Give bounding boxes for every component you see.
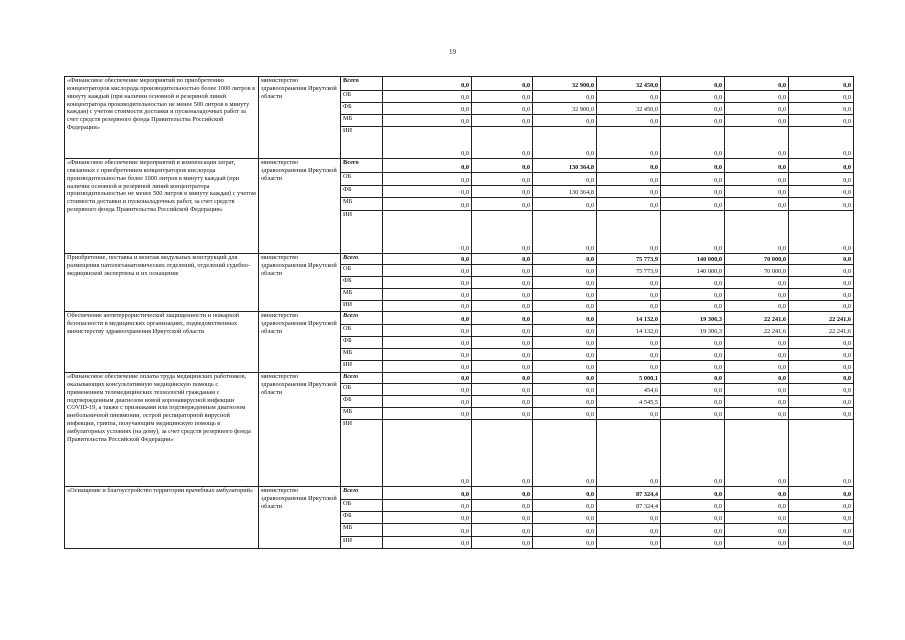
amount-cell: 0,0 <box>472 289 533 301</box>
amount-cell: 19 306,3 <box>661 325 725 337</box>
funding-source: Всего <box>341 373 383 384</box>
amount-cell: 0,0 <box>472 91 533 103</box>
amount-cell: 0,0 <box>597 337 661 349</box>
amount-cell: 0,0 <box>533 408 597 420</box>
amount-cell: 130 364,8 <box>533 159 597 173</box>
amount-cell: 0,0 <box>472 349 533 361</box>
funding-source: МБ <box>341 289 383 301</box>
amount-cell: 0,0 <box>789 512 854 524</box>
amount-cell: 0,0 <box>533 337 597 349</box>
amount-cell: 0,0 <box>789 487 854 500</box>
amount-cell: 0,0 <box>725 173 789 186</box>
funding-source: ОБ <box>341 265 383 277</box>
amount-cell: 0,0 <box>661 337 725 349</box>
measure-description: «Оснащение и благоустройство территории врачебных амбулаторий» <box>65 487 259 549</box>
amount-cell: 0,0 <box>533 524 597 537</box>
amount-cell: 0,0 <box>472 277 533 289</box>
amount-cell: 0,0 <box>725 127 789 159</box>
amount-cell: 0,0 <box>789 337 854 349</box>
amount-cell: 0,0 <box>789 301 854 312</box>
amount-cell: 0,0 <box>789 77 854 91</box>
amount-cell: 0,0 <box>661 500 725 512</box>
amount-cell: 0,0 <box>597 289 661 301</box>
amount-cell: 0,0 <box>472 173 533 186</box>
funding-source: Всего <box>341 159 383 173</box>
amount-cell: 0,0 <box>725 186 789 198</box>
amount-cell: 0,0 <box>661 361 725 373</box>
amount-cell: 0,0 <box>789 91 854 103</box>
amount-cell: 0,0 <box>383 91 472 103</box>
amount-cell: 0,0 <box>383 325 472 337</box>
amount-cell: 0,0 <box>789 524 854 537</box>
amount-cell: 0,0 <box>383 211 472 254</box>
amount-cell: 0,0 <box>472 420 533 487</box>
table-row <box>65 77 854 91</box>
amount-cell: 0,0 <box>789 127 854 159</box>
amount-cell: 0,0 <box>789 115 854 127</box>
amount-cell: 0,0 <box>725 420 789 487</box>
responsible-organization: министерство здравоохранения Иркутской области <box>259 487 341 549</box>
amount-cell: 0,0 <box>533 312 597 325</box>
amount-cell: 0,0 <box>661 537 725 549</box>
amount-cell: 75 773,9 <box>597 265 661 277</box>
amount-cell: 22 241,6 <box>789 312 854 325</box>
amount-cell: 0,0 <box>533 373 597 384</box>
amount-cell: 0,0 <box>725 408 789 420</box>
table-row <box>65 159 854 173</box>
amount-cell: 0,0 <box>725 77 789 91</box>
amount-cell: 14 132,0 <box>597 312 661 325</box>
amount-cell: 0,0 <box>472 537 533 549</box>
amount-cell: 0,0 <box>597 159 661 173</box>
amount-cell: 0,0 <box>472 186 533 198</box>
amount-cell: 32 450,0 <box>597 103 661 115</box>
amount-cell: 0,0 <box>383 312 472 325</box>
amount-cell: 0,0 <box>789 265 854 277</box>
funding-source: ФБ <box>341 396 383 408</box>
amount-cell: 0,0 <box>472 325 533 337</box>
amount-cell: 0,0 <box>789 254 854 265</box>
amount-cell: 0,0 <box>383 77 472 91</box>
amount-cell: 0,0 <box>597 512 661 524</box>
amount-cell: 0,0 <box>533 91 597 103</box>
amount-cell: 0,0 <box>533 115 597 127</box>
amount-cell: 0,0 <box>383 396 472 408</box>
amount-cell: 0,0 <box>597 361 661 373</box>
amount-cell: 0,0 <box>472 301 533 312</box>
amount-cell: 0,0 <box>472 103 533 115</box>
funding-source: ОБ <box>341 500 383 512</box>
amount-cell: 0,0 <box>472 361 533 373</box>
amount-cell: 0,0 <box>789 408 854 420</box>
amount-cell: 0,0 <box>725 337 789 349</box>
responsible-organization: министерство здравоохранения Иркутской области <box>259 373 341 487</box>
funding-source: ИИ <box>341 537 383 549</box>
amount-cell: 0,0 <box>533 289 597 301</box>
amount-cell: 0,0 <box>661 373 725 384</box>
amount-cell: 0,0 <box>597 173 661 186</box>
amount-cell: 0,0 <box>789 361 854 373</box>
amount-cell: 0,0 <box>597 301 661 312</box>
amount-cell: 0,0 <box>597 127 661 159</box>
amount-cell: 0,0 <box>725 198 789 211</box>
amount-cell: 0,0 <box>472 211 533 254</box>
amount-cell: 0,0 <box>661 512 725 524</box>
amount-cell: 0,0 <box>725 289 789 301</box>
amount-cell: 0,0 <box>661 159 725 173</box>
amount-cell: 0,0 <box>661 301 725 312</box>
amount-cell: 0,0 <box>661 91 725 103</box>
amount-cell: 22 241,6 <box>725 325 789 337</box>
amount-cell: 0,0 <box>725 396 789 408</box>
amount-cell: 0,0 <box>533 265 597 277</box>
amount-cell: 0,0 <box>472 254 533 265</box>
amount-cell: 130 364,8 <box>533 186 597 198</box>
funding-source: Всего <box>341 77 383 91</box>
amount-cell: 0,0 <box>725 115 789 127</box>
table-row <box>65 373 854 384</box>
amount-cell: 0,0 <box>661 277 725 289</box>
amount-cell: 0,0 <box>533 361 597 373</box>
amount-cell: 0,0 <box>789 396 854 408</box>
amount-cell: 0,0 <box>472 115 533 127</box>
measure-description: Обеспечение антитеррористической защищенности и пожарной безопасности в медицинских организациях, подведомственных министерству здравоохранения Иркутской области <box>65 312 259 373</box>
table-row <box>65 487 854 500</box>
funding-source: ФБ <box>341 186 383 198</box>
amount-cell: 0,0 <box>725 103 789 115</box>
funding-source: МБ <box>341 408 383 420</box>
responsible-organization: министерство здравоохранения Иркутской области <box>259 254 341 312</box>
amount-cell: 0,0 <box>533 254 597 265</box>
amount-cell: 0,0 <box>661 173 725 186</box>
amount-cell: 0,0 <box>383 512 472 524</box>
amount-cell: 0,0 <box>789 211 854 254</box>
amount-cell: 0,0 <box>725 159 789 173</box>
amount-cell: 0,0 <box>789 277 854 289</box>
amount-cell: 0,0 <box>597 349 661 361</box>
amount-cell: 0,0 <box>597 115 661 127</box>
amount-cell: 0,0 <box>472 500 533 512</box>
amount-cell: 0,0 <box>383 127 472 159</box>
amount-cell: 0,0 <box>383 198 472 211</box>
amount-cell: 0,0 <box>597 524 661 537</box>
measure-description: «Финансовое обеспечение мероприятий и компенсация затрат, связанных с приобретением концентраторов кислорода производительностью более 1000 литров в минуту каждый (при наличии основной и резервной линий концентратора производительностью не менее 500 литров в минуту каждая) с учетом стоимости доставки и пусконаладочных работ, за счет средств резервного фонда Правительства Российской Федерации» <box>65 159 259 254</box>
amount-cell: 0,0 <box>725 277 789 289</box>
amount-cell: 0,0 <box>661 396 725 408</box>
amount-cell: 0,0 <box>789 420 854 487</box>
amount-cell: 0,0 <box>383 289 472 301</box>
amount-cell: 0,0 <box>597 91 661 103</box>
amount-cell: 0,0 <box>383 103 472 115</box>
funding-source: Всего <box>341 312 383 325</box>
funding-source: ФБ <box>341 277 383 289</box>
funding-source: МБ <box>341 524 383 537</box>
amount-cell: 0,0 <box>661 349 725 361</box>
amount-cell: 0,0 <box>597 537 661 549</box>
amount-cell: 0,0 <box>383 384 472 396</box>
amount-cell: 0,0 <box>725 487 789 500</box>
amount-cell: 0,0 <box>533 127 597 159</box>
amount-cell: 0,0 <box>597 198 661 211</box>
amount-cell: 0,0 <box>383 524 472 537</box>
amount-cell: 0,0 <box>383 349 472 361</box>
funding-source: МБ <box>341 349 383 361</box>
amount-cell: 0,0 <box>789 103 854 115</box>
amount-cell: 75 773,9 <box>597 254 661 265</box>
amount-cell: 0,0 <box>383 159 472 173</box>
amount-cell: 14 132,0 <box>597 325 661 337</box>
funding-source: ИИ <box>341 211 383 254</box>
measure-description: Приобретение, поставка и монтаж модульных конструкций для размещения патологоанатомических отделений, отделений судебно-медицинской экспертизы и их оснащение <box>65 254 259 312</box>
amount-cell: 0,0 <box>661 420 725 487</box>
funding-source: ИИ <box>341 127 383 159</box>
amount-cell: 0,0 <box>661 408 725 420</box>
amount-cell: 0,0 <box>789 159 854 173</box>
responsible-organization: министерство здравоохранения Иркутской области <box>259 159 341 254</box>
amount-cell: 0,0 <box>472 408 533 420</box>
amount-cell: 0,0 <box>383 373 472 384</box>
amount-cell: 0,0 <box>661 115 725 127</box>
amount-cell: 0,0 <box>533 420 597 487</box>
funding-source: ОБ <box>341 384 383 396</box>
amount-cell: 0,0 <box>725 537 789 549</box>
amount-cell: 0,0 <box>597 420 661 487</box>
amount-cell: 0,0 <box>789 500 854 512</box>
amount-cell: 0,0 <box>472 77 533 91</box>
amount-cell: 0,0 <box>725 211 789 254</box>
amount-cell: 0,0 <box>725 384 789 396</box>
amount-cell: 0,0 <box>725 512 789 524</box>
amount-cell: 0,0 <box>383 186 472 198</box>
funding-source: ИИ <box>341 420 383 487</box>
amount-cell: 0,0 <box>789 186 854 198</box>
amount-cell: 0,0 <box>383 420 472 487</box>
amount-cell: 0,0 <box>789 537 854 549</box>
amount-cell: 0,0 <box>661 289 725 301</box>
amount-cell: 0,0 <box>383 537 472 549</box>
responsible-organization: министерство здравоохранения Иркутской области <box>259 77 341 159</box>
amount-cell: 0,0 <box>597 211 661 254</box>
funding-source: ФБ <box>341 512 383 524</box>
amount-cell: 0,0 <box>789 384 854 396</box>
amount-cell: 22 241,6 <box>789 325 854 337</box>
amount-cell: 0,0 <box>661 524 725 537</box>
funding-source: ФБ <box>341 103 383 115</box>
amount-cell: 0,0 <box>383 500 472 512</box>
amount-cell: 0,0 <box>533 384 597 396</box>
funding-source: Всего <box>341 487 383 500</box>
amount-cell: 0,0 <box>597 186 661 198</box>
table-row <box>65 254 854 265</box>
amount-cell: 0,0 <box>472 198 533 211</box>
amount-cell: 0,0 <box>533 301 597 312</box>
amount-cell: 0,0 <box>472 312 533 325</box>
amount-cell: 0,0 <box>472 512 533 524</box>
amount-cell: 0,0 <box>472 337 533 349</box>
amount-cell: 0,0 <box>789 373 854 384</box>
amount-cell: 0,0 <box>472 265 533 277</box>
amount-cell: 0,0 <box>533 396 597 408</box>
amount-cell: 87 324,4 <box>597 500 661 512</box>
amount-cell: 0,0 <box>661 198 725 211</box>
amount-cell: 0,0 <box>789 198 854 211</box>
amount-cell: 0,0 <box>472 373 533 384</box>
amount-cell: 0,0 <box>472 396 533 408</box>
funding-source: ОБ <box>341 91 383 103</box>
amount-cell: 32 450,0 <box>597 77 661 91</box>
amount-cell: 140 000,0 <box>661 254 725 265</box>
amount-cell: 32 900,0 <box>533 77 597 91</box>
amount-cell: 0,0 <box>725 349 789 361</box>
funding-source: Всего <box>341 254 383 265</box>
amount-cell: 0,0 <box>661 211 725 254</box>
funding-source: ОБ <box>341 325 383 337</box>
amount-cell: 0,0 <box>533 500 597 512</box>
amount-cell: 0,0 <box>725 373 789 384</box>
amount-cell: 19 306,3 <box>661 312 725 325</box>
measure-description: «Финансовое обеспечение мероприятий по приобретению концентраторов кислорода производительностью более 1000 литров в минуту каждый (при наличии основной и резервной линий концентратора производительностью не менее 500 литров в минуту каждая) с учетом стоимости доставки и пусконаладочных работ за счет средств резервного фонда Правительства Российской Федерации» <box>65 77 259 159</box>
amount-cell: 0,0 <box>661 77 725 91</box>
funding-source: МБ <box>341 115 383 127</box>
amount-cell: 0,0 <box>725 301 789 312</box>
amount-cell: 0,0 <box>383 277 472 289</box>
responsible-organization: министерство здравоохранения Иркутской области <box>259 312 341 373</box>
amount-cell: 0,0 <box>383 487 472 500</box>
amount-cell: 0,0 <box>472 487 533 500</box>
amount-cell: 0,0 <box>597 277 661 289</box>
funding-source: ФБ <box>341 337 383 349</box>
amount-cell: 0,0 <box>383 254 472 265</box>
amount-cell: 0,0 <box>725 524 789 537</box>
amount-cell: 0,0 <box>533 173 597 186</box>
amount-cell: 87 324,4 <box>597 487 661 500</box>
amount-cell: 0,0 <box>789 349 854 361</box>
amount-cell: 0,0 <box>383 408 472 420</box>
amount-cell: 0,0 <box>383 173 472 186</box>
amount-cell: 5 000,1 <box>597 373 661 384</box>
amount-cell: 0,0 <box>472 524 533 537</box>
funding-table <box>64 76 854 549</box>
amount-cell: 0,0 <box>789 289 854 301</box>
amount-cell: 0,0 <box>661 186 725 198</box>
amount-cell: 0,0 <box>472 127 533 159</box>
amount-cell: 454,6 <box>597 384 661 396</box>
amount-cell: 32 900,0 <box>533 103 597 115</box>
amount-cell: 4 545,5 <box>597 396 661 408</box>
amount-cell: 0,0 <box>597 408 661 420</box>
amount-cell: 0,0 <box>533 277 597 289</box>
amount-cell: 0,0 <box>725 91 789 103</box>
amount-cell: 0,0 <box>533 487 597 500</box>
amount-cell: 0,0 <box>661 487 725 500</box>
amount-cell: 0,0 <box>725 500 789 512</box>
amount-cell: 0,0 <box>472 384 533 396</box>
table-row <box>65 312 854 325</box>
amount-cell: 0,0 <box>661 103 725 115</box>
measure-description: «Финансовое обеспечение оплаты труда медицинских работников, оказывающих консультативную медицинскую помощь с применением телемедицинских технологий гражданам с подтвержденным диагнозом новой коронавирусной инфекции COVID-19, а также с признаками или подтвержденным диагнозом внебольничной пневмонии, острой респираторной вирусной инфекции, гриппа, получающим медицинскую помощь в амбулаторных условиях (на дому), за счет средств резервного фонда Правительства Российской Федерации» <box>65 373 259 487</box>
amount-cell: 0,0 <box>533 537 597 549</box>
funding-source: ОБ <box>341 173 383 186</box>
amount-cell: 0,0 <box>789 173 854 186</box>
amount-cell: 0,0 <box>661 127 725 159</box>
amount-cell: 0,0 <box>533 349 597 361</box>
page-number: 19 <box>449 48 456 56</box>
amount-cell: 0,0 <box>383 361 472 373</box>
amount-cell: 0,0 <box>533 325 597 337</box>
funding-source: ИИ <box>341 301 383 312</box>
amount-cell: 0,0 <box>533 512 597 524</box>
amount-cell: 0,0 <box>533 198 597 211</box>
amount-cell: 0,0 <box>383 115 472 127</box>
amount-cell: 22 241,6 <box>725 312 789 325</box>
amount-cell: 0,0 <box>725 361 789 373</box>
amount-cell: 0,0 <box>533 211 597 254</box>
funding-source: ИИ <box>341 361 383 373</box>
amount-cell: 0,0 <box>472 159 533 173</box>
amount-cell: 0,0 <box>383 265 472 277</box>
amount-cell: 70 000,0 <box>725 254 789 265</box>
funding-source: МБ <box>341 198 383 211</box>
amount-cell: 0,0 <box>383 337 472 349</box>
amount-cell: 0,0 <box>383 301 472 312</box>
amount-cell: 0,0 <box>661 384 725 396</box>
amount-cell: 70 000,0 <box>725 265 789 277</box>
amount-cell: 140 000,0 <box>661 265 725 277</box>
